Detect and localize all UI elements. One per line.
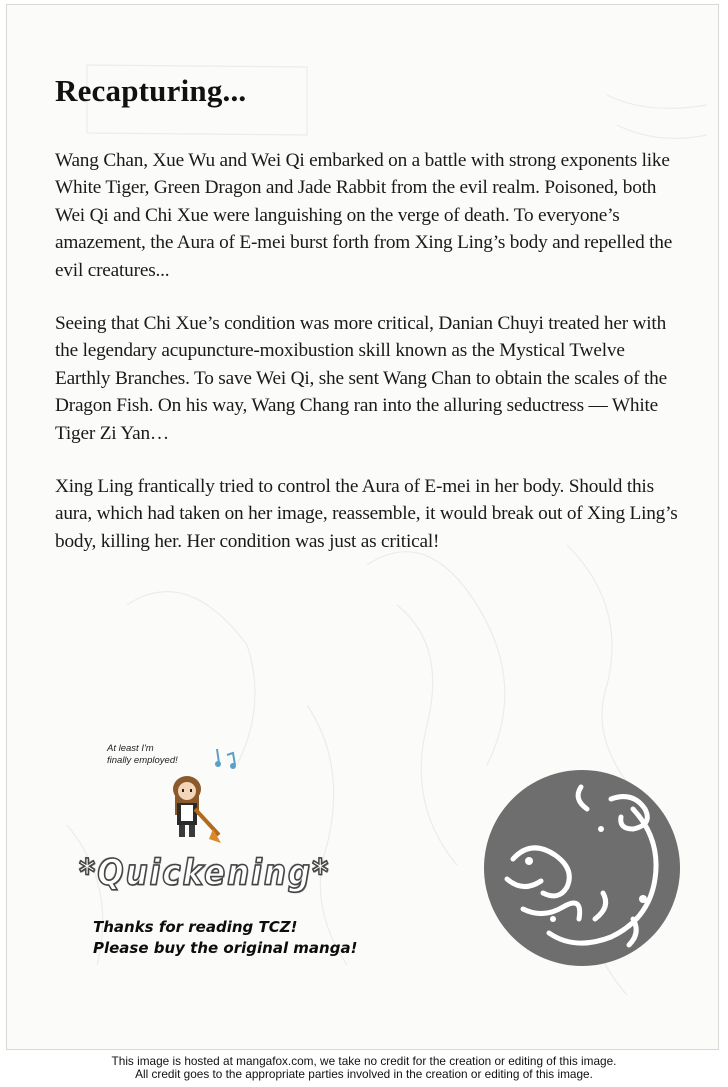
disclaimer-line: This image is hosted at mangafox.com, we take no credit for the creation or editing of this image.	[111, 1054, 617, 1068]
chibi-character-icon	[161, 773, 223, 849]
hosting-disclaimer	[0, 1055, 728, 1081]
page-title: Recapturing...	[55, 73, 247, 108]
recap-paragraph: Xing Ling frantically tried to control the Aura of E-mei in her body. Should this aura, which had taken on her image, reassemble, it would break out of Xing Ling’s body, killing her. Her condition was just as critical!	[55, 476, 678, 552]
scanlation-credit	[73, 739, 373, 969]
thanks-message	[93, 917, 357, 959]
recap-paragraph: Seeing that Chi Xue’s condition was more critical, Danian Chuyi treated her with the legendary acupuncture-moxibustion skill known as the Mystical Twelve Earthly Branches. To save Wei Qi, she sent Wang Chan to obtain the scales of the Dragon Fish. On his way, Wang Chang ran into the alluring seductress — White Tiger Zi Yan…	[55, 313, 667, 444]
manga-page	[6, 4, 719, 1050]
speech-line: finally employed!	[107, 755, 178, 766]
recap-paragraph: Wang Chan, Xue Wu and Wei Qi embarked on a battle with strong exponents like White Tiger, Green Dragon and Jade Rabbit from the evil realm. Poisoned, both Wei Qi and Chi Xue were languishing on the verge of death. To everyone’s amazement, the Aura of E-mei burst forth from Xing Ling’s body and repelled the evil creatures...	[55, 150, 673, 281]
swirl-emblem-icon	[483, 769, 681, 967]
speech-line: At least I'm	[107, 743, 154, 754]
story-recap	[55, 147, 683, 581]
disclaimer-line: All credit goes to the appropriate parties involved in the creation or editing of this image.	[135, 1067, 593, 1081]
group-name: *Quickening*	[79, 852, 331, 894]
music-notes-icon	[213, 745, 241, 771]
thanks-line: Please buy the original manga!	[93, 939, 358, 957]
thanks-line: Thanks for reading TCZ!	[93, 918, 298, 936]
speech-text	[107, 743, 207, 767]
